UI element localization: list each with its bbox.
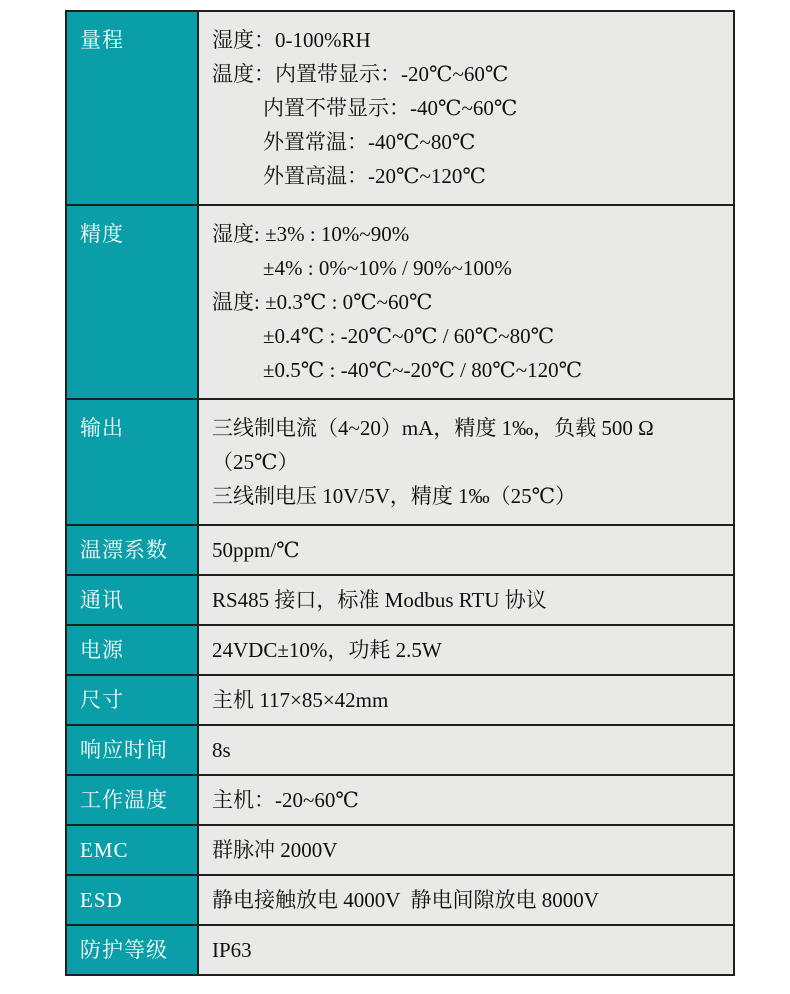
- spec-value-line: 24VDC±10%，功耗 2.5W: [212, 638, 442, 662]
- spec-value-line: IP63: [212, 938, 252, 962]
- spec-label: 工作温度: [66, 775, 198, 825]
- spec-value-cell: [198, 399, 734, 525]
- spec-label: 通讯: [66, 575, 198, 625]
- spec-value-line: （25℃）: [212, 450, 299, 474]
- spec-label: 防护等级: [66, 925, 198, 975]
- spec-label: 量程: [66, 11, 198, 205]
- spec-value-line: 主机：-20~60℃: [212, 788, 359, 812]
- table-row: [66, 925, 734, 975]
- spec-value-line: 温度: ±0.3℃ : 0℃~60℃: [212, 290, 433, 314]
- table-row: [66, 525, 734, 575]
- spec-value-line: 50ppm/℃: [212, 538, 300, 562]
- table-row: [66, 675, 734, 725]
- spec-value-cell: [198, 675, 734, 725]
- spec-value-cell: [198, 525, 734, 575]
- spec-value-line: ±0.5℃ : -40℃~-20℃ / 80℃~120℃: [263, 358, 583, 382]
- spec-value-cell: [198, 725, 734, 775]
- spec-value-line: 内置不带显示：-40℃~60℃: [263, 96, 518, 120]
- spec-value-line: 主机 117×85×42mm: [212, 688, 389, 712]
- table-row: [66, 625, 734, 675]
- spec-label: 响应时间: [66, 725, 198, 775]
- spec-value-cell: [198, 575, 734, 625]
- spec-value-line: 静电接触放电 4000V 静电间隙放电 8000V: [212, 888, 599, 912]
- spec-sheet-page: [0, 10, 790, 994]
- spec-label: 精度: [66, 205, 198, 399]
- table-row: [66, 825, 734, 875]
- spec-value-line: 外置常温：-40℃~80℃: [263, 130, 476, 154]
- spec-value-cell: [198, 825, 734, 875]
- spec-label: 电源: [66, 625, 198, 675]
- spec-value-cell: [198, 925, 734, 975]
- spec-table-body: [66, 11, 734, 975]
- spec-value-cell: [198, 875, 734, 925]
- spec-label: EMC: [66, 825, 198, 875]
- spec-value-line: 三线制电压 10V/5V，精度 1‰（25℃）: [212, 484, 577, 508]
- spec-value-line: 温度：内置带显示：-20℃~60℃: [212, 62, 509, 86]
- spec-value-line: 8s: [212, 738, 231, 762]
- spec-value-cell: [198, 11, 734, 205]
- spec-value-cell: [198, 205, 734, 399]
- table-row: [66, 11, 734, 205]
- spec-label: ESD: [66, 875, 198, 925]
- spec-label: 尺寸: [66, 675, 198, 725]
- table-row: [66, 399, 734, 525]
- spec-value-line: 外置高温：-20℃~120℃: [263, 164, 486, 188]
- spec-value-line: ±4% : 0%~10% / 90%~100%: [263, 256, 512, 280]
- spec-value-line: RS485 接口，标准 Modbus RTU 协议: [212, 588, 547, 612]
- table-row: [66, 575, 734, 625]
- spec-label: 温漂系数: [66, 525, 198, 575]
- spec-label: 输出: [66, 399, 198, 525]
- spec-value-cell: [198, 625, 734, 675]
- spec-table: [65, 10, 735, 976]
- table-row: [66, 205, 734, 399]
- spec-value-line: 湿度：0-100%RH: [212, 28, 371, 52]
- table-row: [66, 875, 734, 925]
- table-row: [66, 725, 734, 775]
- spec-value-line: ±0.4℃ : -20℃~0℃ / 60℃~80℃: [263, 324, 555, 348]
- spec-value-line: 三线制电流（4~20）mA，精度 1‰，负载 500 Ω: [212, 416, 654, 440]
- table-row: [66, 775, 734, 825]
- spec-value-line: 群脉冲 2000V: [212, 838, 338, 862]
- spec-value-line: 湿度: ±3% : 10%~90%: [212, 222, 410, 246]
- spec-value-cell: [198, 775, 734, 825]
